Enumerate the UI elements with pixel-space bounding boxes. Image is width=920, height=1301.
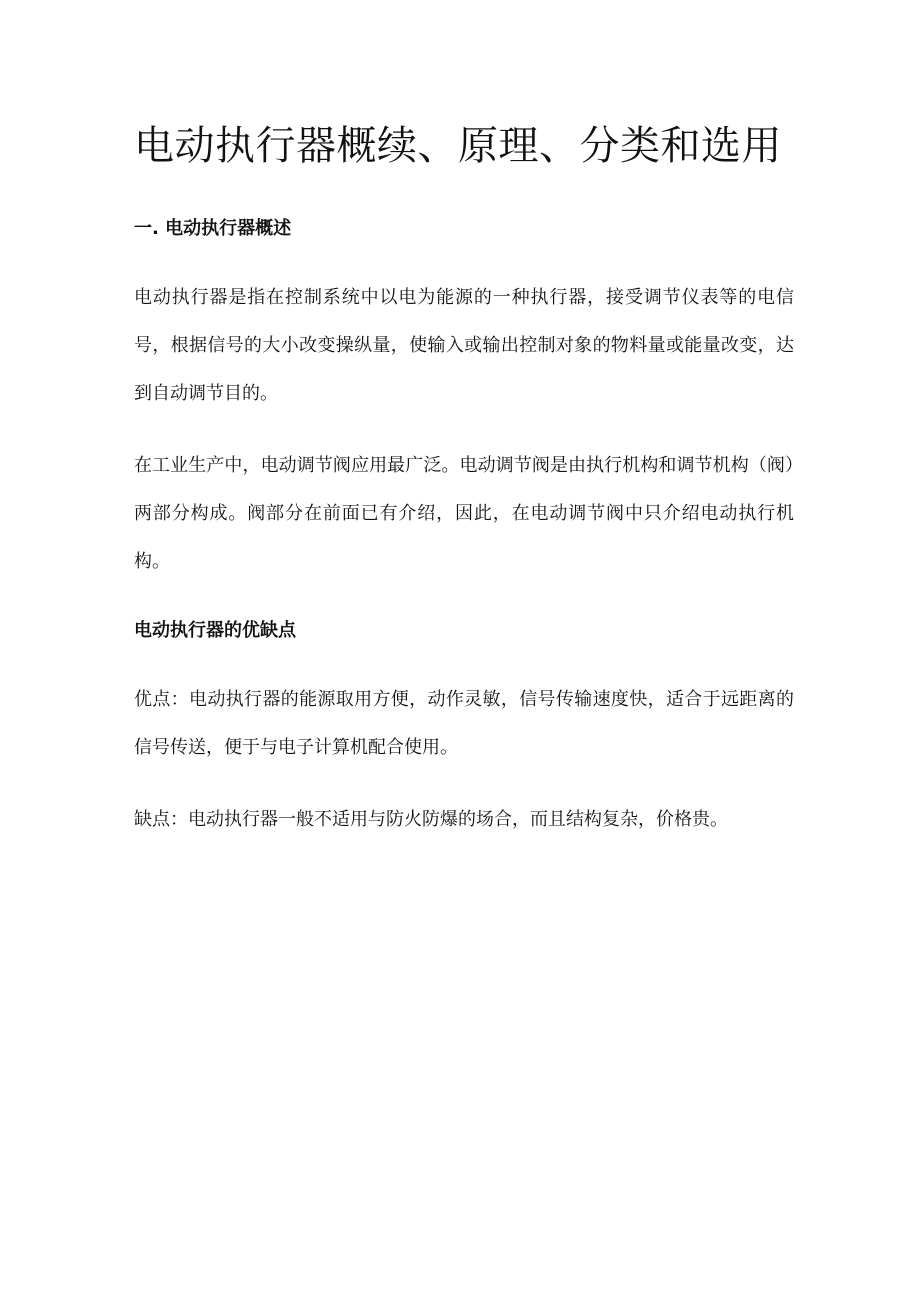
page-title: 电动执行器概续、原理、分类和选用	[134, 123, 782, 169]
paragraph-definition: 电动执行器是指在控制系统中以电为能源的一种执行器，接受调节仪表等的电信号，根据信号的大小改变操纵量，使输入或输出控制对象的物料量或能量改变，达到自动调节目的。	[134, 287, 794, 404]
paragraph-advantages: 优点：电动执行器的能源取用方便，动作灵敏，信号传输速度快，适合于远距离的信号传送，便于与电子计算机配合使用。	[134, 689, 794, 758]
section-heading-overview: 一. 电动执行器概述	[134, 218, 292, 239]
paragraph-disadvantages: 缺点：电动执行器一般不适用与防火防爆的场合，而且结构复杂，价格贵。	[134, 809, 728, 830]
section-heading-pros-cons: 电动执行器的优缺点	[134, 620, 296, 641]
paragraph-industrial-use: 在工业生产中，电动调节阀应用最广泛。电动调节阀是由执行机构和调节机构（阀）两部分构成。阀部分在前面已有介绍，因此，在电动调节阀中只介绍电动执行机构。	[134, 455, 794, 572]
